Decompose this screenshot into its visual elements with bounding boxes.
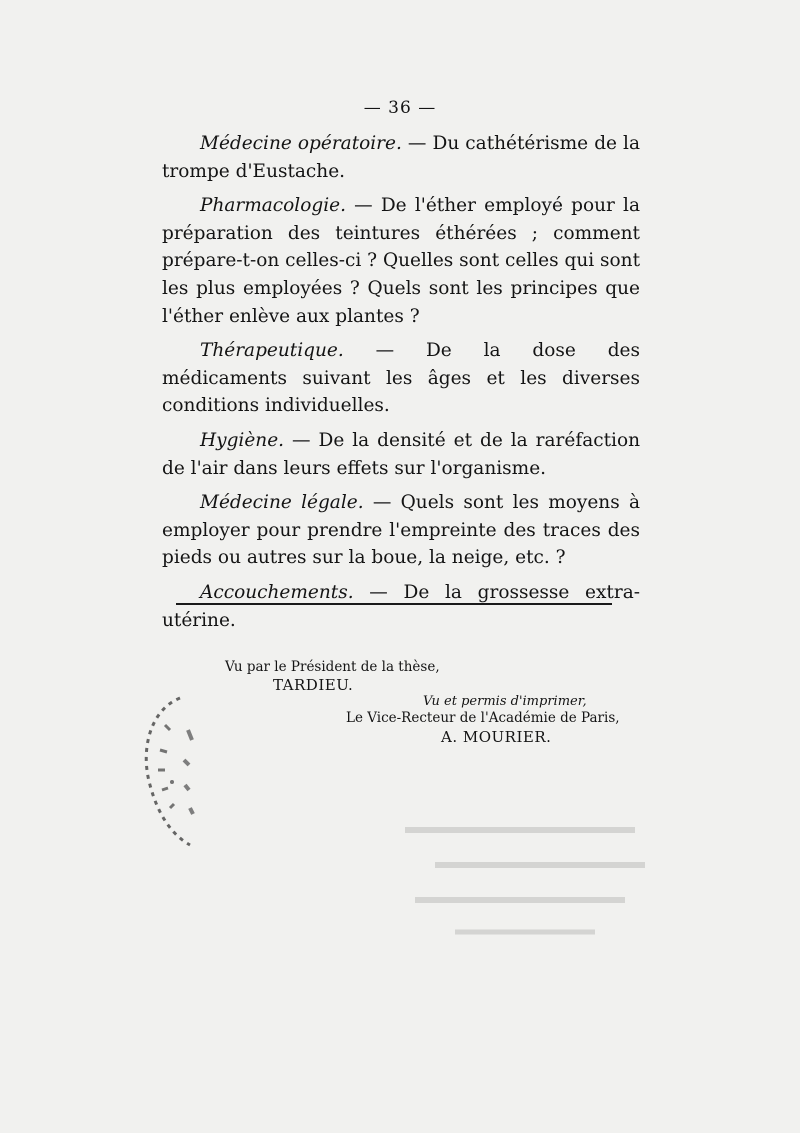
thesis-questions <box>162 130 640 641</box>
library-stamp-icon <box>110 690 210 850</box>
question-paragraph <box>162 130 640 185</box>
page-number: — 36 — <box>363 98 437 118</box>
question-text: — De la grossesse extra-utérine. <box>162 581 640 631</box>
question-topic: Médecine légale. <box>200 492 364 514</box>
question-paragraph <box>162 192 640 330</box>
question-paragraph <box>162 579 640 634</box>
question-topic: Pharmacologie. <box>200 195 346 217</box>
question-topic: Thérapeutique. <box>200 340 344 362</box>
president-name: TARDIEU. <box>273 676 354 694</box>
question-topic: Accouchements. <box>200 581 354 603</box>
question-topic: Médecine opératoire. <box>200 133 402 154</box>
question-topic: Hygiène. <box>200 429 285 451</box>
question-text: — De la dose des médicaments suivant les âges et les diverses conditions individuelles. <box>162 340 640 417</box>
question-paragraph <box>162 337 640 420</box>
recteur-name: A. MOURIER. <box>441 728 552 746</box>
horizontal-rule <box>176 603 612 605</box>
vice-recteur-line: Le Vice-Recteur de l'Académie de Paris, <box>346 710 620 726</box>
question-text: — De l'éther employé pour la préparation des teintures éthérées ; comment prépare-t-on celles-ci ? Quelles sont celles qui sont les plus employées ? Quels sont les principes que l'éther enlève aux plantes ? <box>162 195 641 327</box>
question-paragraph <box>162 427 640 482</box>
question-paragraph <box>162 489 640 572</box>
question-text: — De la densité et de la raréfaction de l'air dans leurs effets sur l'organisme. <box>162 429 640 479</box>
permis-line: Vu et permis d'imprimer, <box>423 694 587 709</box>
question-text: — Du cathétérisme de la trompe d'Eustache. <box>162 133 640 182</box>
vu-par-line: Vu par le Président de la thèse, <box>225 659 440 675</box>
show-through-lines <box>395 820 655 940</box>
question-text: — Quels sont les moyens à employer pour prendre l'empreinte des traces des pieds ou autres sur la boue, la neige, etc. ? <box>162 492 640 569</box>
